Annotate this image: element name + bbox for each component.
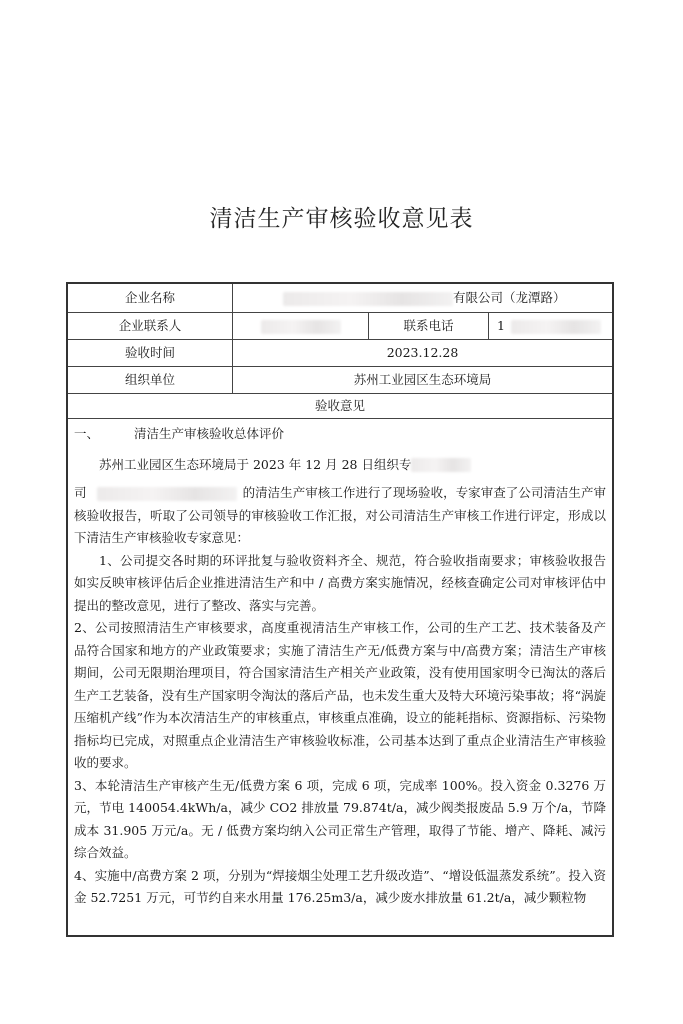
org-label: 组织单位 bbox=[68, 367, 233, 393]
phone-value-cell bbox=[489, 313, 612, 339]
paragraph-3: 3、本轮清洁生产审核产生无/低费方案 6 项，完成 6 项，完成率 100%。投入资金 0.3276 万元，节电 140054.4kWh/a，减少 CO2 排放量 79.874t/a，减少阀类报废品 5.9 万个/a，节降成本 31.905 万元/a。无 / 低费方案均纳入公司正常生产管理，取得了节能、增产、降耗、减污综合效益。 bbox=[74, 777, 606, 860]
opinion-header: 验收意见 bbox=[68, 394, 612, 419]
company-name-value-cell bbox=[233, 284, 612, 312]
paragraph-2: 2、公司按照清洁生产审核要求，高度重视清洁生产审核工作，公司的生产工艺、技术装备及产品符合国家和地方的产业政策要求；实施了清洁生产无/低费方案与中/高费方案；清洁生产审核期间，公司无限期治理项目，符合国家清洁生产相关产业政策，没有使用国家明令已淘汰的落后生产工艺装备，没有生产国家明令淘汰的落后产品，也未发生重大及特大环境污染事故；将“涡旋压缩机产线”作为本次清洁生产的审核重点，审核重点准确，设立的能耗指标、资源指标、污染物指标均已完成，对照重点企业清洁生产审核验收标准，公司基本达到了重点企业清洁生产审核验收的要求。 bbox=[74, 620, 606, 770]
paragraph-company-prefix: 司 bbox=[74, 485, 87, 500]
date-value: 2023.12.28 bbox=[386, 345, 459, 360]
redacted-contact bbox=[261, 320, 341, 334]
contact-label: 企业联系人 bbox=[68, 313, 233, 339]
section-heading bbox=[74, 423, 606, 446]
date-label: 验收时间 bbox=[68, 340, 233, 366]
phone-value: 1 bbox=[497, 318, 505, 333]
paragraph-company-text: 的清洁生产审核工作进行了现场验收，专家审查了公司清洁生产审核验收报告，听取了公司领导的审核验收工作汇报，对公司清洁生产审核工作进行评定，形成以下清洁生产审核验收专家意见： bbox=[74, 485, 606, 545]
section-title: 清洁生产审核验收总体评价 bbox=[134, 426, 285, 441]
redacted-expert-group bbox=[411, 458, 471, 472]
org-row bbox=[68, 367, 612, 394]
section-number: 一、 bbox=[74, 426, 100, 441]
paragraph-intro bbox=[74, 454, 606, 477]
paragraph-intro-text: 苏州工业园区生态环境局于 2023 年 12 月 28 日组织专 bbox=[99, 456, 412, 472]
paragraph-company bbox=[74, 482, 606, 550]
redacted-company-prefix bbox=[283, 292, 453, 306]
contact-value-cell bbox=[233, 313, 369, 339]
phone-label: 联系电话 bbox=[369, 313, 489, 339]
redacted-company-name bbox=[97, 487, 237, 501]
page-title: 清洁生产审核验收意见表 bbox=[209, 206, 474, 232]
redacted-phone bbox=[511, 320, 601, 334]
paragraph-1: 1、公司提交各时期的环评批复与验收资料齐全、规范，符合验收指南要求；审核验收报告如实反映审核评估后企业推进清洁生产和中 / 高费方案实施情况，经核查确定公司对审核评估中提出的整改意见，进行了整改、落实与完善。 bbox=[74, 552, 606, 613]
acceptance-form bbox=[66, 282, 614, 937]
company-name-value: 有限公司（龙潭路） bbox=[453, 290, 566, 305]
company-name-row bbox=[68, 284, 612, 313]
company-name-label: 企业名称 bbox=[68, 284, 233, 312]
opinion-body bbox=[68, 419, 612, 910]
paragraph-4: 4、实施中/高费方案 2 项，分别为“焊接烟尘处理工艺升级改造”、“增设低温蒸发系统”。投入资金 52.7251 万元，可节约自来水用量 176.25m3/a，减少废水排放量 61.2t/a，减少颗粒物 bbox=[74, 867, 606, 905]
contact-row bbox=[68, 313, 612, 340]
org-value: 苏州工业园区生态环境局 bbox=[353, 372, 492, 387]
date-row bbox=[68, 340, 612, 367]
